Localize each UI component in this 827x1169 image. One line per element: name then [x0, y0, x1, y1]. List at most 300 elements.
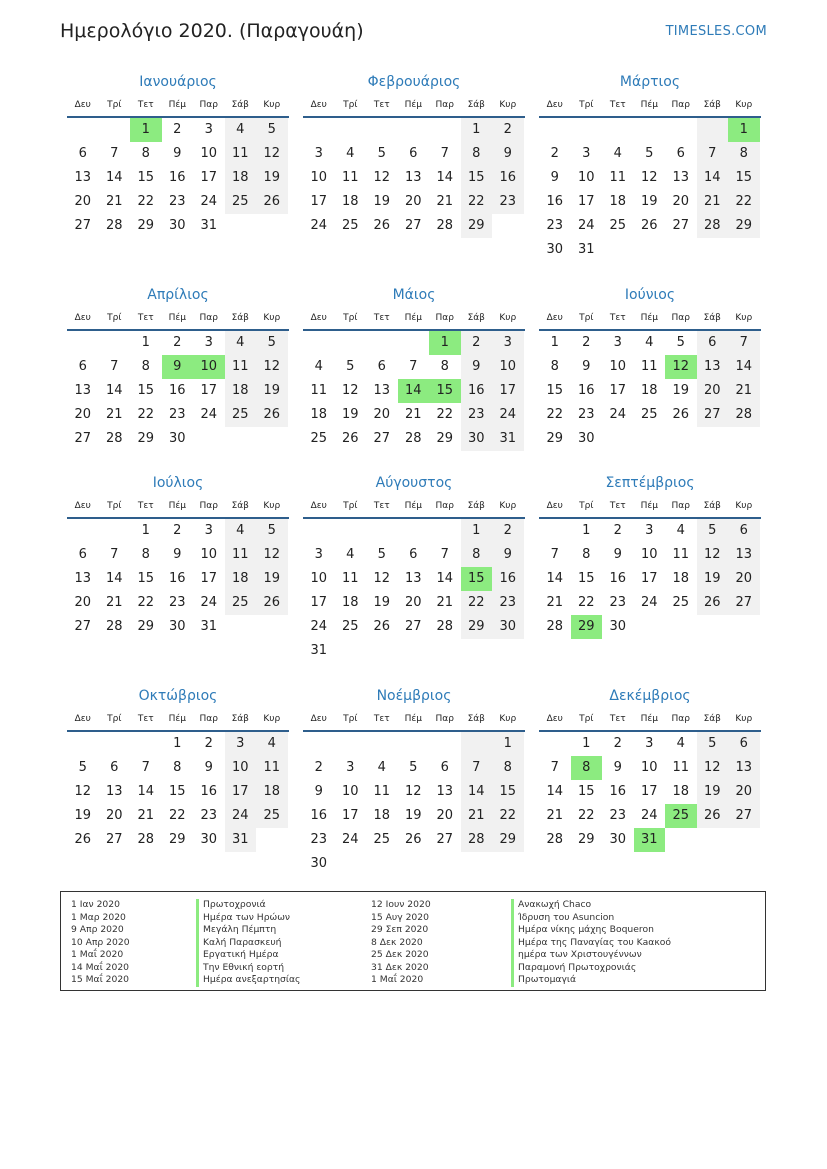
holiday-names-col-1 — [196, 899, 300, 987]
day-cell: 28 — [105, 218, 123, 233]
day-cell: 18 — [672, 784, 690, 799]
month-calendar — [303, 686, 525, 876]
holiday-day-cell: 1 — [130, 118, 162, 142]
day-cell: 16 — [168, 383, 186, 398]
day-cell: 5 — [645, 146, 654, 161]
weekday-header — [303, 94, 525, 118]
day-cell: 19 — [256, 567, 288, 591]
day-cell: 16 — [310, 808, 328, 823]
day-cell: 2 — [461, 331, 493, 355]
day-cell: 10 — [341, 784, 359, 799]
weekday-label: Δευ — [74, 714, 91, 724]
day-cell: 24 — [341, 832, 359, 847]
day-cell: 22 — [168, 808, 186, 823]
day-cell: 27 — [404, 619, 422, 634]
holiday-name: Ημέρα της Παναγίας του Κaακοό — [511, 937, 671, 950]
weekday-label: Παρ — [435, 313, 454, 323]
weekday-label: Πέμ — [168, 313, 186, 323]
day-cell: 22 — [137, 194, 155, 209]
day-cell: 7 — [110, 146, 119, 161]
empty-cell — [602, 427, 634, 451]
empty-cell — [697, 118, 729, 142]
empty-cell — [366, 519, 398, 543]
day-cell: 6 — [78, 547, 87, 562]
day-cell: 25 — [310, 431, 328, 446]
day-cell: 15 — [461, 166, 493, 190]
day-cell: 17 — [492, 379, 524, 403]
day-cell: 3 — [492, 331, 524, 355]
day-cell: 25 — [256, 804, 288, 828]
day-cell: 2 — [582, 335, 591, 350]
weekday-label: Δευ — [546, 714, 563, 724]
day-cell: 19 — [341, 407, 359, 422]
day-cell: 12 — [256, 355, 288, 379]
day-cell: 19 — [672, 383, 690, 398]
day-cell: 11 — [310, 383, 328, 398]
empty-cell — [99, 118, 131, 142]
day-cell: 23 — [168, 595, 186, 610]
weekday-label: Πέμ — [640, 501, 658, 511]
empty-cell — [256, 427, 288, 451]
day-cell: 20 — [697, 379, 729, 403]
day-cell: 19 — [404, 808, 422, 823]
day-cell: 4 — [346, 547, 355, 562]
day-cell: 21 — [105, 595, 123, 610]
empty-cell — [429, 519, 461, 543]
day-cell: 4 — [256, 732, 288, 756]
day-cell: 2 — [492, 519, 524, 543]
day-cell: 6 — [110, 760, 119, 775]
day-cell: 25 — [341, 619, 359, 634]
day-cell: 2 — [173, 523, 182, 538]
day-cell: 25 — [373, 832, 391, 847]
empty-cell — [398, 732, 430, 756]
day-cell: 4 — [613, 146, 622, 161]
day-cell: 2 — [204, 736, 213, 751]
day-cell: 12 — [640, 170, 658, 185]
day-cell: 5 — [256, 331, 288, 355]
weekday-label: Πέμ — [168, 100, 186, 110]
day-cell: 23 — [609, 595, 627, 610]
day-cell: 14 — [137, 784, 155, 799]
holiday-name: ημέρα των Χριστουγέννων — [511, 949, 671, 962]
day-cell: 13 — [697, 355, 729, 379]
holiday-name: Παραμονή Πρωτοχρονιάς — [511, 962, 671, 975]
empty-cell — [335, 732, 367, 756]
month-calendar — [67, 686, 289, 852]
day-cell: 3 — [204, 122, 213, 137]
day-cell: 26 — [672, 407, 690, 422]
holiday-day-cell: 29 — [571, 615, 603, 639]
weekday-label: Παρ — [671, 714, 690, 724]
day-cell: 3 — [314, 146, 323, 161]
day-cell: 30 — [168, 431, 186, 446]
empty-cell — [67, 331, 99, 355]
weekday-label: Τετ — [609, 313, 626, 323]
days-grid — [67, 519, 289, 639]
day-cell: 19 — [373, 595, 391, 610]
weekday-label: Πέμ — [404, 714, 422, 724]
days-grid — [303, 732, 525, 876]
day-cell: 11 — [225, 543, 257, 567]
weekday-label: Σάβ — [703, 313, 721, 323]
day-cell: 17 — [577, 194, 595, 209]
day-cell: 17 — [200, 383, 218, 398]
holiday-name: Καλή Παρασκευή — [196, 937, 300, 950]
day-cell: 4 — [225, 118, 257, 142]
day-cell: 2 — [613, 523, 622, 538]
holiday-date: 25 Δεκ 2020 — [371, 949, 429, 960]
day-cell: 22 — [728, 190, 760, 214]
holiday-name: Ημέρα των Ηρώων — [196, 912, 300, 925]
weekday-label: Τρί — [579, 501, 594, 511]
day-cell: 28 — [137, 832, 155, 847]
days-grid — [539, 118, 761, 262]
day-cell: 11 — [256, 756, 288, 780]
day-cell: 28 — [546, 619, 564, 634]
day-cell: 18 — [640, 383, 658, 398]
empty-cell — [728, 615, 760, 639]
weekday-label: Τρί — [343, 100, 358, 110]
day-cell: 22 — [461, 190, 493, 214]
empty-cell — [539, 732, 571, 756]
weekday-label: Δευ — [74, 100, 91, 110]
day-cell: 24 — [310, 218, 328, 233]
empty-cell — [728, 427, 760, 451]
empty-cell — [728, 828, 760, 852]
empty-cell — [665, 238, 697, 262]
day-cell: 17 — [200, 170, 218, 185]
holiday-date: 1 Μαΐ 2020 — [71, 949, 124, 960]
day-cell: 19 — [640, 194, 658, 209]
day-cell: 5 — [676, 335, 685, 350]
day-cell: 23 — [168, 407, 186, 422]
empty-cell — [256, 615, 288, 639]
empty-cell — [366, 331, 398, 355]
day-cell: 29 — [436, 431, 454, 446]
day-cell: 21 — [546, 595, 564, 610]
weekday-label: Πέμ — [168, 501, 186, 511]
empty-cell — [697, 427, 729, 451]
day-cell: 7 — [141, 760, 150, 775]
day-cell: 27 — [105, 832, 123, 847]
weekday-label: Σάβ — [231, 501, 249, 511]
day-cell: 4 — [314, 359, 323, 374]
weekday-label: Τετ — [373, 313, 390, 323]
weekday-label: Πέμ — [404, 313, 422, 323]
empty-cell — [634, 238, 666, 262]
weekday-label: Σάβ — [231, 100, 249, 110]
day-cell: 25 — [225, 190, 257, 214]
holiday-name: Ίδρυση του Asuncion — [511, 912, 671, 925]
weekday-header — [67, 307, 289, 331]
day-cell: 19 — [697, 780, 729, 804]
day-cell: 12 — [697, 543, 729, 567]
days-grid — [303, 331, 525, 451]
weekday-label: Πέμ — [168, 714, 186, 724]
day-cell: 2 — [613, 736, 622, 751]
month-calendar — [67, 285, 289, 451]
empty-cell — [335, 118, 367, 142]
weekday-label: Τετ — [609, 100, 626, 110]
holiday-day-cell: 12 — [665, 355, 697, 379]
day-cell: 27 — [436, 832, 454, 847]
day-cell: 9 — [550, 170, 559, 185]
day-cell: 9 — [204, 760, 213, 775]
weekday-label: Παρ — [435, 714, 454, 724]
day-cell: 15 — [168, 784, 186, 799]
day-cell: 12 — [256, 543, 288, 567]
weekday-label: Δευ — [74, 313, 91, 323]
day-cell: 31 — [200, 619, 218, 634]
weekday-label: Κυρ — [735, 714, 753, 724]
weekday-label: Κυρ — [735, 313, 753, 323]
empty-cell — [335, 519, 367, 543]
day-cell: 14 — [105, 571, 123, 586]
day-cell: 3 — [645, 523, 654, 538]
day-cell: 7 — [409, 359, 418, 374]
day-cell: 26 — [404, 832, 422, 847]
day-cell: 24 — [577, 218, 595, 233]
day-cell: 21 — [436, 595, 454, 610]
day-cell: 29 — [546, 431, 564, 446]
empty-cell — [539, 118, 571, 142]
month-calendar — [539, 72, 761, 262]
month-name: Ιούλιος — [152, 475, 204, 491]
day-cell: 30 — [168, 619, 186, 634]
day-cell: 18 — [225, 567, 257, 591]
day-cell: 2 — [550, 146, 559, 161]
empty-cell — [539, 519, 571, 543]
holiday-dates-col-1 — [71, 899, 130, 987]
holiday-day-cell: 15 — [429, 379, 461, 403]
days-grid — [539, 519, 761, 639]
day-cell: 20 — [728, 567, 760, 591]
empty-cell — [429, 852, 461, 876]
day-cell: 1 — [141, 523, 150, 538]
day-cell: 23 — [577, 407, 595, 422]
day-cell: 3 — [314, 547, 323, 562]
holiday-day-cell: 9 — [162, 355, 194, 379]
day-cell: 1 — [461, 118, 493, 142]
day-cell: 16 — [492, 567, 524, 591]
month-name: Απρίλιος — [147, 287, 209, 303]
empty-cell — [256, 214, 288, 238]
day-cell: 1 — [173, 736, 182, 751]
holiday-date: 1 Μαρ 2020 — [71, 911, 126, 923]
day-cell: 8 — [461, 142, 493, 166]
day-cell: 22 — [492, 804, 524, 828]
day-cell: 13 — [74, 383, 92, 398]
holiday-day-cell: 31 — [634, 828, 666, 852]
empty-cell — [398, 852, 430, 876]
day-cell: 28 — [461, 828, 493, 852]
day-cell: 25 — [640, 407, 658, 422]
month-calendar — [303, 72, 525, 238]
weekday-header — [303, 307, 525, 331]
holiday-day-cell: 14 — [398, 379, 430, 403]
day-cell: 6 — [697, 331, 729, 355]
day-cell: 20 — [728, 780, 760, 804]
day-cell: 10 — [492, 355, 524, 379]
empty-cell — [366, 639, 398, 663]
day-cell: 19 — [256, 166, 288, 190]
empty-cell — [665, 118, 697, 142]
weekday-label: Τρί — [107, 313, 122, 323]
day-cell: 14 — [461, 780, 493, 804]
day-cell: 26 — [640, 218, 658, 233]
weekday-label: Τετ — [373, 501, 390, 511]
day-cell: 24 — [640, 595, 658, 610]
day-cell: 10 — [609, 359, 627, 374]
weekday-label: Τρί — [579, 100, 594, 110]
day-cell: 5 — [377, 547, 386, 562]
day-cell: 31 — [200, 218, 218, 233]
empty-cell — [335, 639, 367, 663]
day-cell: 3 — [613, 335, 622, 350]
weekday-label: Πέμ — [404, 501, 422, 511]
day-cell: 27 — [728, 591, 760, 615]
day-cell: 9 — [314, 784, 323, 799]
day-cell: 6 — [377, 359, 386, 374]
weekday-label: Δευ — [74, 501, 91, 511]
day-cell: 30 — [310, 856, 328, 871]
day-cell: 30 — [577, 431, 595, 446]
month-name: Ιούνιος — [624, 287, 676, 303]
day-cell: 14 — [105, 170, 123, 185]
day-cell: 17 — [341, 808, 359, 823]
holiday-name: Την Εθνική εορτή — [196, 962, 300, 975]
day-cell: 13 — [105, 784, 123, 799]
holiday-day-cell: 1 — [429, 331, 461, 355]
weekday-label: Τρί — [343, 501, 358, 511]
days-grid — [539, 331, 761, 451]
site-link[interactable]: TIMESLES.COM — [665, 24, 767, 39]
weekday-label: Σάβ — [231, 714, 249, 724]
day-cell: 6 — [728, 732, 760, 756]
empty-cell — [429, 732, 461, 756]
day-cell: 29 — [137, 431, 155, 446]
holiday-names-col-2 — [511, 899, 671, 987]
holiday-name: Ημέρα νίκης μάχης Boqueron — [511, 924, 671, 937]
month-calendar — [67, 72, 289, 238]
days-grid — [67, 732, 289, 852]
weekday-label: Κυρ — [499, 313, 517, 323]
day-cell: 16 — [577, 383, 595, 398]
day-cell: 18 — [341, 194, 359, 209]
day-cell: 4 — [377, 760, 386, 775]
weekday-label: Κυρ — [263, 100, 281, 110]
day-cell: 9 — [613, 547, 622, 562]
day-cell: 4 — [676, 523, 685, 538]
day-cell: 17 — [640, 571, 658, 586]
holiday-date: 12 Ιουν 2020 — [371, 899, 431, 910]
day-cell: 27 — [697, 403, 729, 427]
day-cell: 3 — [204, 523, 213, 538]
day-cell: 12 — [74, 784, 92, 799]
empty-cell — [697, 615, 729, 639]
empty-cell — [429, 639, 461, 663]
day-cell: 13 — [728, 543, 760, 567]
day-cell: 6 — [78, 359, 87, 374]
day-cell: 7 — [440, 146, 449, 161]
day-cell: 25 — [225, 591, 257, 615]
empty-cell — [728, 238, 760, 262]
weekday-label: Δευ — [310, 100, 327, 110]
day-cell: 22 — [436, 407, 454, 422]
day-cell: 8 — [141, 547, 150, 562]
day-cell: 5 — [377, 146, 386, 161]
day-cell: 5 — [346, 359, 355, 374]
month-name: Μάιος — [392, 287, 436, 303]
day-cell: 23 — [461, 403, 493, 427]
day-cell: 14 — [697, 166, 729, 190]
day-cell: 27 — [74, 218, 92, 233]
day-cell: 13 — [728, 756, 760, 780]
day-cell: 24 — [225, 804, 257, 828]
day-cell: 8 — [728, 142, 760, 166]
weekday-label: Σάβ — [703, 501, 721, 511]
day-cell: 11 — [672, 760, 690, 775]
day-cell: 7 — [550, 760, 559, 775]
day-cell: 17 — [310, 194, 328, 209]
weekday-label: Παρ — [671, 501, 690, 511]
holiday-date: 15 Αυγ 2020 — [371, 911, 429, 923]
empty-cell — [303, 118, 335, 142]
empty-cell — [634, 427, 666, 451]
weekday-label: Σάβ — [467, 100, 485, 110]
weekday-label: Πέμ — [404, 100, 422, 110]
day-cell: 24 — [200, 407, 218, 422]
holiday-dates-col-2 — [371, 899, 431, 987]
day-cell: 28 — [404, 431, 422, 446]
weekday-header — [67, 94, 289, 118]
day-cell: 22 — [546, 407, 564, 422]
day-cell: 9 — [582, 359, 591, 374]
day-cell: 12 — [373, 571, 391, 586]
empty-cell — [571, 118, 603, 142]
day-cell: 27 — [728, 804, 760, 828]
day-cell: 29 — [461, 615, 493, 639]
holiday-day-cell: 8 — [571, 756, 603, 780]
holiday-day-cell: 1 — [728, 118, 760, 142]
day-cell: 12 — [256, 142, 288, 166]
weekday-label: Κυρ — [263, 501, 281, 511]
day-cell: 14 — [436, 571, 454, 586]
empty-cell — [225, 214, 257, 238]
weekday-label: Σάβ — [703, 100, 721, 110]
weekday-label: Τετ — [137, 714, 154, 724]
day-cell: 16 — [609, 571, 627, 586]
day-cell: 18 — [225, 379, 257, 403]
day-cell: 11 — [609, 170, 627, 185]
empty-cell — [67, 519, 99, 543]
weekday-label: Τρί — [107, 501, 122, 511]
day-cell: 16 — [200, 784, 218, 799]
empty-cell — [665, 615, 697, 639]
empty-cell — [665, 828, 697, 852]
weekday-label: Δευ — [310, 714, 327, 724]
empty-cell — [366, 852, 398, 876]
day-cell: 31 — [225, 828, 257, 852]
day-cell: 21 — [436, 194, 454, 209]
day-cell: 5 — [256, 519, 288, 543]
day-cell: 16 — [546, 194, 564, 209]
holiday-name: Πρωτομαγιά — [511, 974, 671, 987]
day-cell: 7 — [110, 547, 119, 562]
day-cell: 17 — [609, 383, 627, 398]
day-cell: 9 — [492, 543, 524, 567]
